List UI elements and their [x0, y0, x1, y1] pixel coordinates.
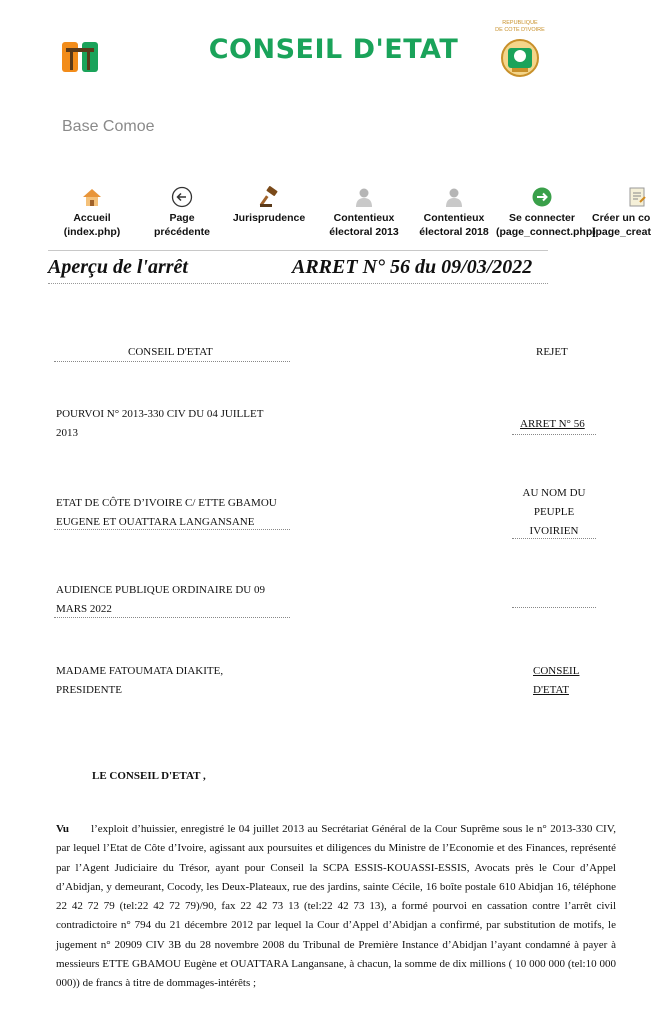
republic-crest: [484, 18, 556, 80]
doc-audience-line1: AUDIENCE PUBLIQUE ORDINAIRE DU 09: [56, 584, 265, 596]
doc-parties-line1: ETAT DE CÔTE D’IVOIRE C/ ETTE GBAMOU: [56, 497, 277, 509]
nav-accueil-label: Accueil: [73, 212, 111, 224]
nav-2018-label: Contentieux: [423, 212, 485, 224]
apercu-heading: Aperçu de l'arrêt: [48, 256, 188, 278]
nav-connect-sublabel: (page_connect.php): [496, 226, 596, 238]
nav-2018-sublabel: électoral 2018: [419, 226, 489, 238]
doc-rejet: REJET: [536, 346, 568, 358]
vu-label: Vu: [56, 823, 70, 835]
doc-au-nom-line2: PEUPLE: [533, 506, 575, 518]
doc-presidente: [56, 662, 223, 700]
nav-precedente-label: Page: [169, 212, 195, 224]
doc-au-nom-line3: IVOIRIEN: [529, 525, 579, 537]
dotted-rule: [54, 617, 290, 618]
nav-jurisprudence[interactable]: [223, 186, 315, 225]
back-arrow-icon: [171, 186, 193, 208]
nav-connect-label: Se connecter: [509, 212, 575, 224]
doc-pourvoi-line2: 2013: [56, 427, 78, 439]
nav-creer-label: Créer un co: [592, 212, 651, 224]
heading-divider: [48, 283, 548, 284]
doc-au-nom-du-peuple: [510, 484, 598, 541]
user-icon: [353, 186, 375, 208]
doc-pourvoi-line1: POURVOI N° 2013-330 CIV DU 04 JUILLET: [56, 408, 264, 420]
crest-text-line2: DE COTE D'IVOIRE: [495, 27, 545, 33]
nav-precedente-sublabel: précédente: [153, 226, 211, 238]
base-label: Base Comoe: [62, 118, 155, 135]
dotted-rule: [512, 607, 596, 608]
home-icon: [81, 186, 103, 208]
doc-au-nom-line1: AU NOM DU: [522, 487, 586, 499]
dotted-rule: [512, 538, 596, 539]
user-icon: [443, 186, 465, 208]
council-heading: LE CONSEIL D'ETAT ,: [92, 770, 206, 782]
nav-accueil-sublabel: (index.php): [63, 226, 121, 238]
doc-conseil-line1: CONSEIL: [533, 665, 580, 677]
doc-presidente-line1: MADAME FATOUMATA DIAKITE,: [56, 665, 224, 677]
dotted-rule: [54, 529, 290, 530]
nav-creer-sublabel: (page_creat: [592, 226, 651, 238]
gavel-icon: [258, 186, 280, 208]
arret-title: ARRET N° 56 du 09/03/2022: [292, 256, 533, 278]
crest-text-line1: REPUBLIQUE: [502, 20, 538, 26]
doc-presidente-line2: PRESIDENTE: [56, 684, 122, 696]
nav-divider: [48, 250, 548, 251]
nav-contentieux-2013[interactable]: [318, 186, 410, 239]
body-paragraph: l’exploit d’huissier, enregistré le 04 juillet 2013 au Secrétariat Général de la Cour Suprême sous le n° 2013-330 CIV, par lequel l’Etat de Côte d’Ivoire, agissant aux poursuites et diligences du Ministre de l’Economie et des Finances, représenté par l’Agent Judiciaire du Trésor, ayant pour Conseil la SCPA ESSIS-KOUASSI-ESSIS, Avocats près le Cour d’Appel d’Abidjan, y demeurant, Cocody, les Deux-Plateaux, rue des jardins, sainte Cécile, 16 boîte postale 610 Abidjan 16, téléphone 22 42 72 79 (tel:22 42 72 79)/90, fax 22 42 73 13 (tel:22 42 73 13), a formé pourvoi en cassation contre l’arrêt civil contradictoire n° 794 du 21 décembre 2012 par lequel la Cour d’Appel d’Abidjan a confirmé, par substitution de motifs, le jugement n° 20909 CIV 3B du 28 novembre 2008 du Tribunal de Première Instance d’Abidjan l’ayant condamné à payer à messieurs ETTE GBAMOU Eugène et OUATTARA Langansane, à chacun, la somme de dix millions ( 10 000 000 (tel:10 000 000)) de francs à titre de dommages-intérêts ;: [56, 823, 616, 990]
doc-conseil-detat: CONSEIL D'ETAT: [128, 346, 213, 358]
doc-audience: [56, 581, 265, 619]
doc-audience-line2: MARS 2022: [56, 603, 112, 615]
nav-2013-sublabel: électoral 2013: [329, 226, 399, 238]
document-icon: [626, 186, 648, 208]
page-title: CONSEIL D'ETAT: [208, 34, 459, 65]
dotted-rule: [54, 361, 290, 362]
nav-jurisprudence-label: Jurisprudence: [232, 212, 306, 224]
nav-accueil[interactable]: [46, 186, 138, 239]
nav-page-precedente[interactable]: [136, 186, 228, 239]
doc-conseil-line2: D'ETAT: [533, 684, 569, 696]
doc-parties: [56, 494, 277, 532]
nav-contentieux-2018[interactable]: [408, 186, 500, 239]
doc-parties-line2: EUGENE ET OUATTARA LANGANSANE: [56, 516, 255, 528]
nav-2013-label: Contentieux: [333, 212, 395, 224]
connect-icon: [531, 186, 553, 208]
doc-conseil-detat-right: [533, 662, 579, 700]
decision-body: [56, 820, 616, 994]
dotted-rule: [512, 434, 596, 435]
doc-arret-number: ARRET N° 56: [520, 418, 585, 430]
nav-creer-compte[interactable]: [592, 186, 667, 239]
nav-se-connecter[interactable]: [496, 186, 596, 239]
doc-pourvoi: [56, 405, 263, 443]
